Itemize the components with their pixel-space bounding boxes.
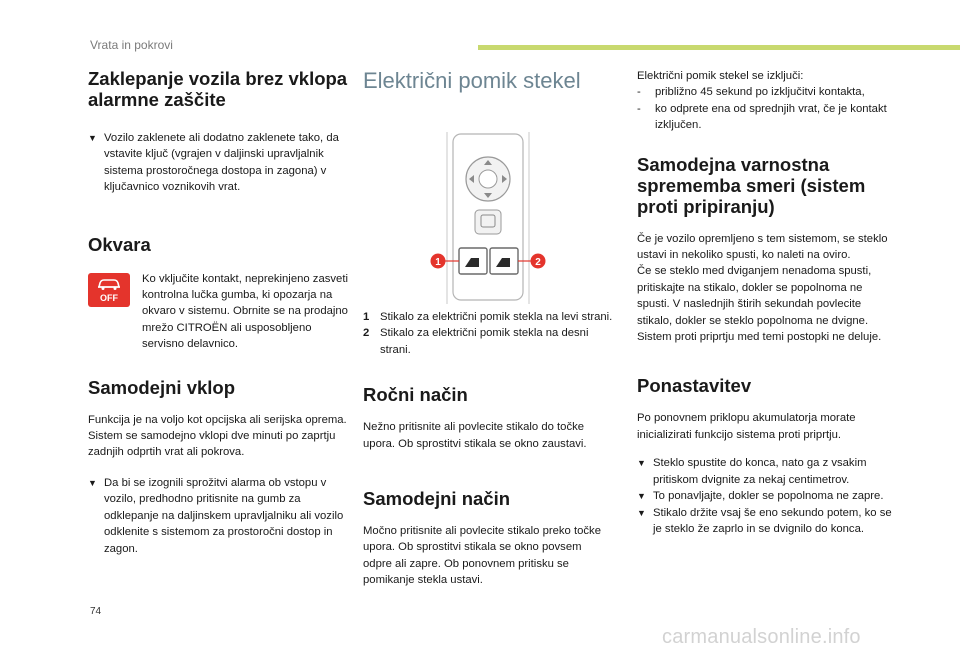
ponastavitev-text: Po ponovnem priklopu akumulatorja morate inicializirati funkcijo sistema proti priprtju. [637, 412, 856, 441]
rocni-text: Nežno pritisnite ali povlecite stikalo do točke upora. Ob sprostitvi stikala se okno zaustavi. [363, 421, 587, 450]
ponastavitev-bullet-2-text: To ponavljajte, dokler se popolnoma ne zapre. [653, 490, 884, 503]
legend-text-1: Stikalo za električni pomik stekla na levi strani. [380, 311, 613, 323]
okvara-text: Ko vključite kontakt, neprekinjeno zasveti kontrolna lučka gumba, ki opozarja na okvaro v sistemu. Obrnite se na prodajno mrežo CITROËN ali usposobljeno servisno delavnico. [142, 272, 348, 351]
heading-zaklepanje: Zaklepanje vozila brez vklopa alarmne zaščite [88, 68, 348, 110]
heading-rocni-nacin: Ročni način [363, 384, 468, 406]
vklop-text-1: Funkcija je na voljo kot opcijska ali serijska oprema. [88, 413, 347, 426]
legend-text-2: Stikalo za električni pomik stekla na desni strani. [380, 327, 589, 356]
vklop-bullet-text: Da bi se izognili sprožitvi alarma ob vstopu v vozilo, predhodno pritisnite na gumb za odklepanje na daljinskem upravljalniku ali vozilo odklenite s sistemom za prostoročni dostop in zagon. [104, 476, 344, 555]
heading-elektricni-pomik: Električni pomik stekel [363, 68, 581, 93]
callout-2: 2 [535, 257, 541, 268]
zaklepanje-bullet [88, 130, 350, 196]
triangle-bullet-icon: ▼ [88, 477, 97, 488]
chapter-accent-bar [478, 45, 960, 50]
column-left [88, 68, 350, 557]
page-number: 74 [90, 606, 102, 617]
heading-varnostna-sprememba: Samodejna varnostna sprememba smeri (sistem proti pripiranju) [637, 153, 866, 217]
ponastavitev-bullet-2 [637, 488, 897, 504]
chapter-title: Vrata in pokrovi [90, 38, 173, 52]
callout-1: 1 [435, 257, 441, 268]
izklop-intro: Električni pomik stekel se izključi: [637, 70, 804, 82]
vklop-text-2: Sistem se samodejno vklopi dve minuti po zaprtju zadnjih odprtih vrat ali pokrova. [88, 430, 336, 459]
ponastavitev-bullet-1 [637, 455, 897, 488]
off-label: OFF [100, 292, 118, 303]
izklop-dash-2: - ko odprete ena od sprednjih vrat, če je kontakt izključen. [637, 102, 887, 132]
watermark: carmanualsonline.info [662, 626, 861, 648]
column-middle [363, 68, 613, 589]
zaklepanje-bullet-text: Vozilo zaklenete ali dodatno zaklenete tako, da vstavite ključ (vgrajen v daljinski upravljalnik sistema prostoročnega dostopa in zagona) v ključavnico voznikovih vrat. [104, 132, 339, 194]
okvara-block [88, 271, 350, 353]
samodejni-text: Močno pritisnite ali povlecite stikalo preko točke upora. Ob sprostitvi stikala se okno povsem odpre ali zapre. Ob ponovnem pritisku se pomikanje stekla ustavi. [363, 525, 601, 587]
varnostna-text-2: Če se steklo med dviganjem nenadoma spusti, pritiskajte na stikalo, dokler se popolnoma ne spusti. V naslednjih štirih sekundah povlecite stikalo, dokler se steklo popolnoma ne dvigne. Sistem proti priprtju med temi postopki ne deluje. [637, 265, 882, 344]
window-switch-panel-figure [363, 104, 613, 309]
triangle-bullet-icon: ▼ [637, 491, 646, 502]
vklop-bullet [88, 475, 350, 557]
triangle-bullet-icon: ▼ [637, 458, 646, 469]
heading-samodejni-nacin: Samodejni način [363, 488, 511, 510]
legend-number-1: 1 [363, 311, 370, 323]
legend-item-2 [363, 325, 613, 358]
column-right [637, 68, 897, 537]
heading-samodejni-vklop: Samodejni vklop [88, 376, 236, 398]
ponastavitev-bullet-3 [637, 505, 897, 538]
heading-ponastavitev: Ponastavitev [637, 375, 752, 397]
heading-okvara: Okvara [88, 233, 151, 255]
triangle-bullet-icon: ▼ [637, 507, 646, 518]
car-icon [96, 277, 122, 291]
varnostna-text-1: Če je vozilo opremljeno s tem sistemom, se steklo ustavi in nekoliko spusti, ko naleti na oviro. [637, 232, 888, 262]
izklop-dash-2-text: ko odprete ena od sprednjih vrat, če je kontakt izključen. [655, 102, 887, 132]
izklop-dash-1: - približno 45 sekund po izključitvi kontakta, [637, 86, 865, 99]
alarm-off-warning-icon [88, 273, 130, 307]
door-switch-illustration [363, 104, 613, 309]
izklop-dash-1-text: približno 45 sekund po izključitvi kontakta, [655, 86, 865, 99]
legend-item-1 [363, 309, 613, 325]
triangle-bullet-icon: ▼ [88, 133, 97, 143]
ponastavitev-bullet-1-text: Steklo spustite do konca, nato ga z vsakim pritiskom dvignite za nekaj centimetrov. [653, 457, 867, 486]
ponastavitev-bullet-3-text: Stikalo držite vsaj še eno sekundo potem, ko se je steklo že zaprlo in se dvignilo do konca. [653, 506, 892, 535]
legend-number-2: 2 [363, 327, 370, 340]
